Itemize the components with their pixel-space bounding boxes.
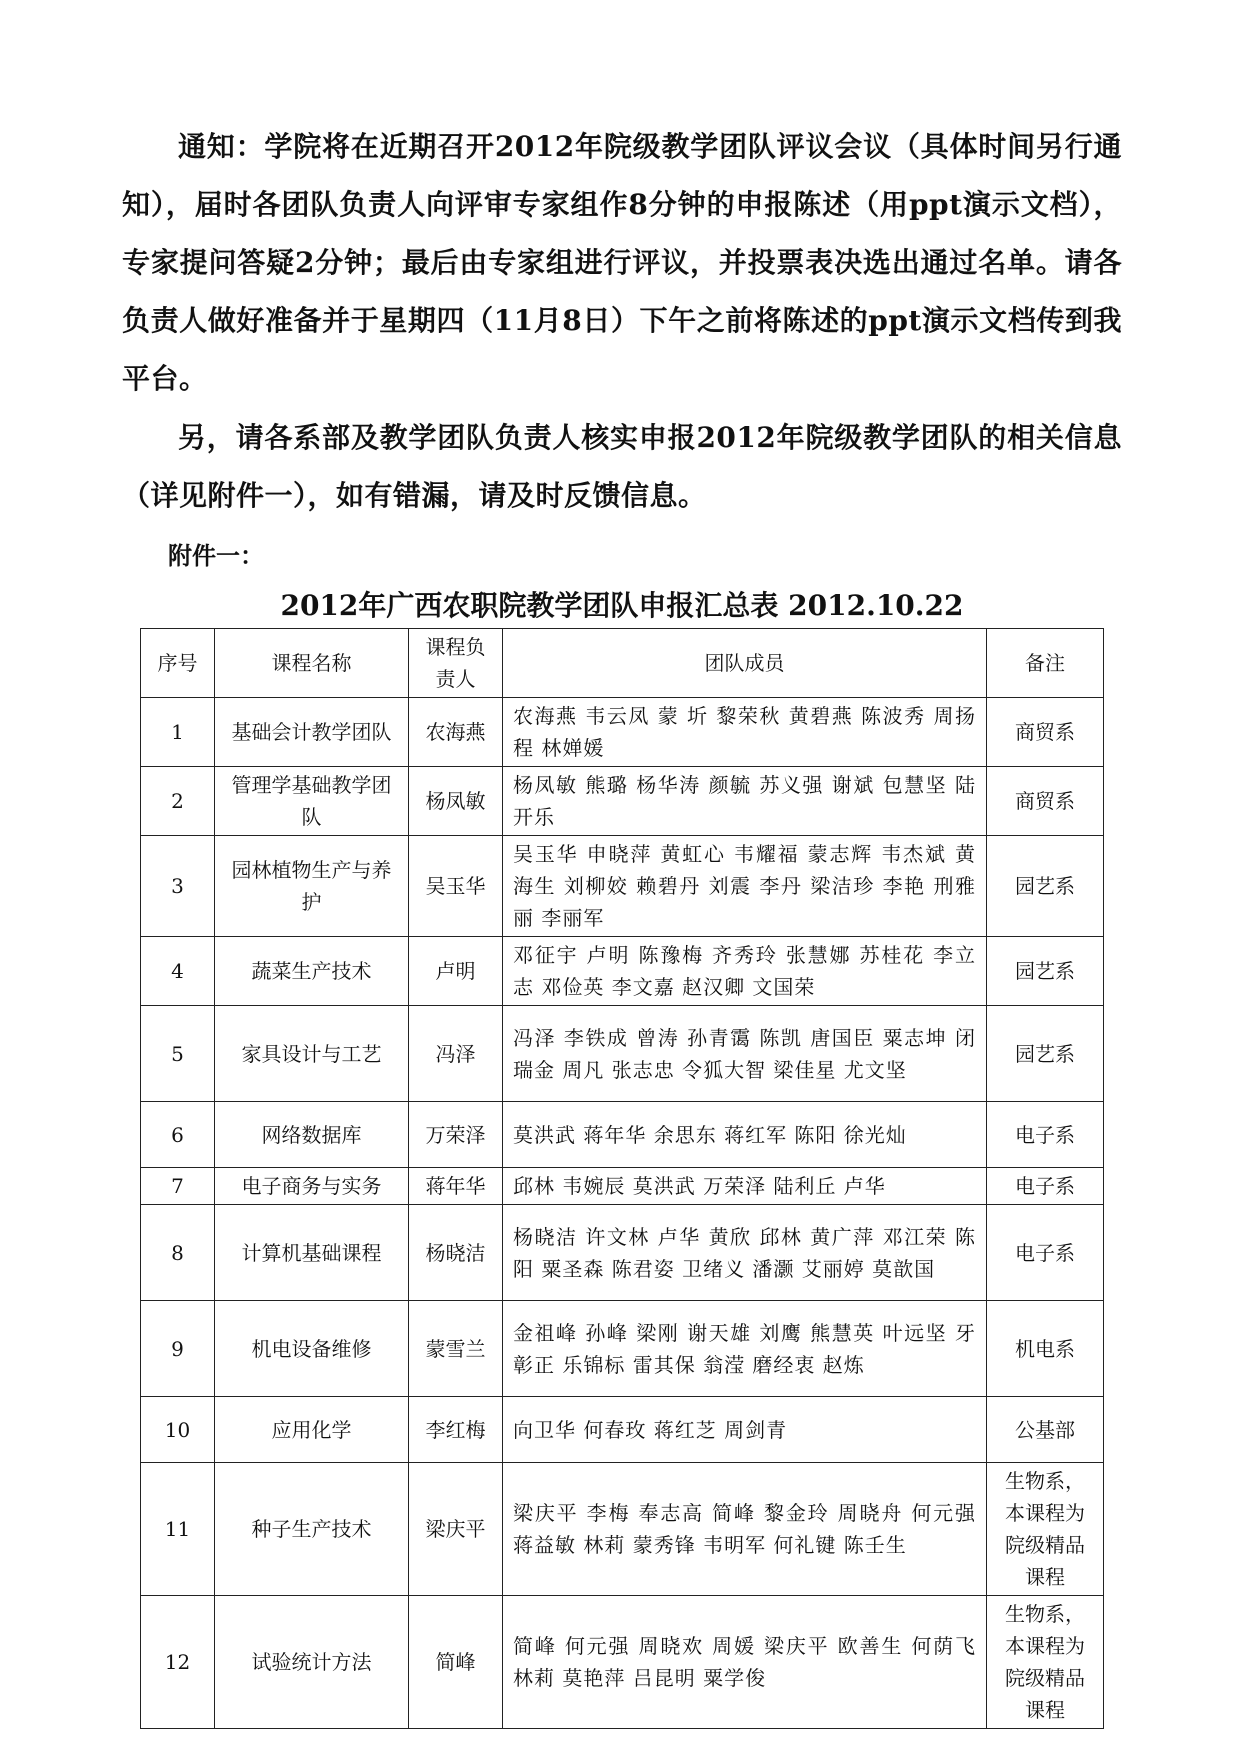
table-row — [141, 1463, 1104, 1596]
row-number: 4 — [141, 937, 215, 1006]
table-body — [141, 698, 1104, 1729]
course-name: 试验统计方法 — [215, 1596, 409, 1729]
team-members: 吴玉华 申晓萍 黄虹心 韦耀福 蒙志辉 韦杰斌 黄海生 刘柳姣 赖碧丹 刘震 李丹 梁洁珍 李艳 刑雅丽 李丽军 — [503, 836, 987, 937]
course-name: 园林植物生产与养护 — [215, 836, 409, 937]
table-row — [141, 1168, 1104, 1205]
row-note: 园艺系 — [987, 1006, 1104, 1102]
row-note: 机电系 — [987, 1301, 1104, 1397]
header-course: 课程名称 — [215, 629, 409, 698]
course-leader: 吴玉华 — [409, 836, 503, 937]
verification-paragraph: 另，请各系部及教学团队负责人核实申报2012年院级教学团队的相关信息（详见附件一），如有错漏，请及时反馈信息。 — [122, 421, 1122, 512]
attachment-label: 附件一： — [168, 541, 264, 570]
course-name: 种子生产技术 — [215, 1463, 409, 1596]
team-summary-table — [140, 628, 1104, 1729]
row-number: 9 — [141, 1301, 215, 1397]
table-row — [141, 937, 1104, 1006]
course-name: 管理学基础教学团队 — [215, 767, 409, 836]
course-name: 蔬菜生产技术 — [215, 937, 409, 1006]
row-note: 电子系 — [987, 1168, 1104, 1205]
team-members: 莫洪武 蒋年华 余思东 蒋红军 陈阳 徐光灿 — [503, 1102, 987, 1168]
table-header-row — [141, 629, 1104, 698]
row-note: 商贸系 — [987, 767, 1104, 836]
row-number: 3 — [141, 836, 215, 937]
header-leader: 课程负责人 — [409, 629, 503, 698]
course-leader: 杨凤敏 — [409, 767, 503, 836]
course-leader: 梁庆平 — [409, 1463, 503, 1596]
team-members: 向卫华 何春玫 蒋红芝 周剑青 — [503, 1397, 987, 1463]
table-row — [141, 1301, 1104, 1397]
table-row — [141, 1205, 1104, 1301]
row-note: 商贸系 — [987, 698, 1104, 767]
row-number: 5 — [141, 1006, 215, 1102]
table-row — [141, 698, 1104, 767]
table-row — [141, 767, 1104, 836]
row-number: 7 — [141, 1168, 215, 1205]
table-row — [141, 1397, 1104, 1463]
row-note: 电子系 — [987, 1205, 1104, 1301]
course-name: 计算机基础课程 — [215, 1205, 409, 1301]
course-leader: 农海燕 — [409, 698, 503, 767]
course-leader: 卢明 — [409, 937, 503, 1006]
row-note: 园艺系 — [987, 937, 1104, 1006]
row-note: 园艺系 — [987, 836, 1104, 937]
course-name: 基础会计教学团队 — [215, 698, 409, 767]
team-members: 邱林 韦婉辰 莫洪武 万荣泽 陆利丘 卢华 — [503, 1168, 987, 1205]
team-members: 邓征宇 卢明 陈豫梅 齐秀玲 张慧娜 苏桂花 李立志 邓俭英 李文嘉 赵汉卿 文国荣 — [503, 937, 987, 1006]
row-number: 10 — [141, 1397, 215, 1463]
team-members: 梁庆平 李梅 奉志高 简峰 黎金玲 周晓舟 何元强 蒋益敏 林莉 蒙秀锋 韦明军 何礼键 陈壬生 — [503, 1463, 987, 1596]
row-number: 11 — [141, 1463, 215, 1596]
row-number: 12 — [141, 1596, 215, 1729]
row-number: 1 — [141, 698, 215, 767]
team-members: 简峰 何元强 周晓欢 周媛 梁庆平 欧善生 何荫飞 林莉 莫艳萍 吕昆明 粟学俊 — [503, 1596, 987, 1729]
course-leader: 万荣泽 — [409, 1102, 503, 1168]
course-leader: 简峰 — [409, 1596, 503, 1729]
course-leader: 蒋年华 — [409, 1168, 503, 1205]
course-name: 应用化学 — [215, 1397, 409, 1463]
course-leader: 杨晓洁 — [409, 1205, 503, 1301]
row-note: 公基部 — [987, 1397, 1104, 1463]
course-name: 电子商务与实务 — [215, 1168, 409, 1205]
header-no: 序号 — [141, 629, 215, 698]
course-leader: 冯泽 — [409, 1006, 503, 1102]
course-name: 网络数据库 — [215, 1102, 409, 1168]
course-leader: 李红梅 — [409, 1397, 503, 1463]
course-leader: 蒙雪兰 — [409, 1301, 503, 1397]
table-title: 2012年广西农职院教学团队申报汇总表 2012.10.22 — [280, 589, 964, 622]
row-number: 6 — [141, 1102, 215, 1168]
row-number: 8 — [141, 1205, 215, 1301]
team-members: 农海燕 韦云凤 蒙 圻 黎荣秋 黄碧燕 陈波秀 周扬程 林婵媛 — [503, 698, 987, 767]
team-members: 杨晓洁 许文林 卢华 黄欣 邱林 黄广萍 邓江荣 陈阳 粟圣森 陈君姿 卫绪义 潘灏 艾丽婷 莫歆国 — [503, 1205, 987, 1301]
header-members: 团队成员 — [503, 629, 987, 698]
table-row — [141, 1102, 1104, 1168]
row-number: 2 — [141, 767, 215, 836]
team-members: 冯泽 李铁成 曾涛 孙青霭 陈凯 唐国臣 粟志坤 闭瑞金 周凡 张志忠 令狐大智 梁佳星 尤文坚 — [503, 1006, 987, 1102]
table-row — [141, 1596, 1104, 1729]
table-row — [141, 1006, 1104, 1102]
table-row — [141, 836, 1104, 937]
team-members: 金祖峰 孙峰 梁刚 谢天雄 刘鹰 熊慧英 叶远坚 牙彰正 乐锦标 雷其保 翁滢 磨经衷 赵炼 — [503, 1301, 987, 1397]
row-note: 生物系，本课程为院级精品课程 — [987, 1463, 1104, 1596]
header-note: 备注 — [987, 629, 1104, 698]
row-note: 生物系，本课程为院级精品课程 — [987, 1596, 1104, 1729]
course-name: 机电设备维修 — [215, 1301, 409, 1397]
course-name: 家具设计与工艺 — [215, 1006, 409, 1102]
notice-paragraph: 通知：学院将在近期召开2012年院级教学团队评议会议（具体时间另行通知），届时各团队负责人向评审专家组作8分钟的申报陈述（用ppt演示文档），专家提问答疑2分钟；最后由专家组进行评议，并投票表决选出通过名单。请各负责人做好准备并于星期四（11月8日）下午之前将陈述的ppt演示文档传到我平台。 — [122, 130, 1122, 395]
row-note: 电子系 — [987, 1102, 1104, 1168]
team-members: 杨凤敏 熊璐 杨华涛 颜毓 苏义强 谢斌 包慧坚 陆开乐 — [503, 767, 987, 836]
